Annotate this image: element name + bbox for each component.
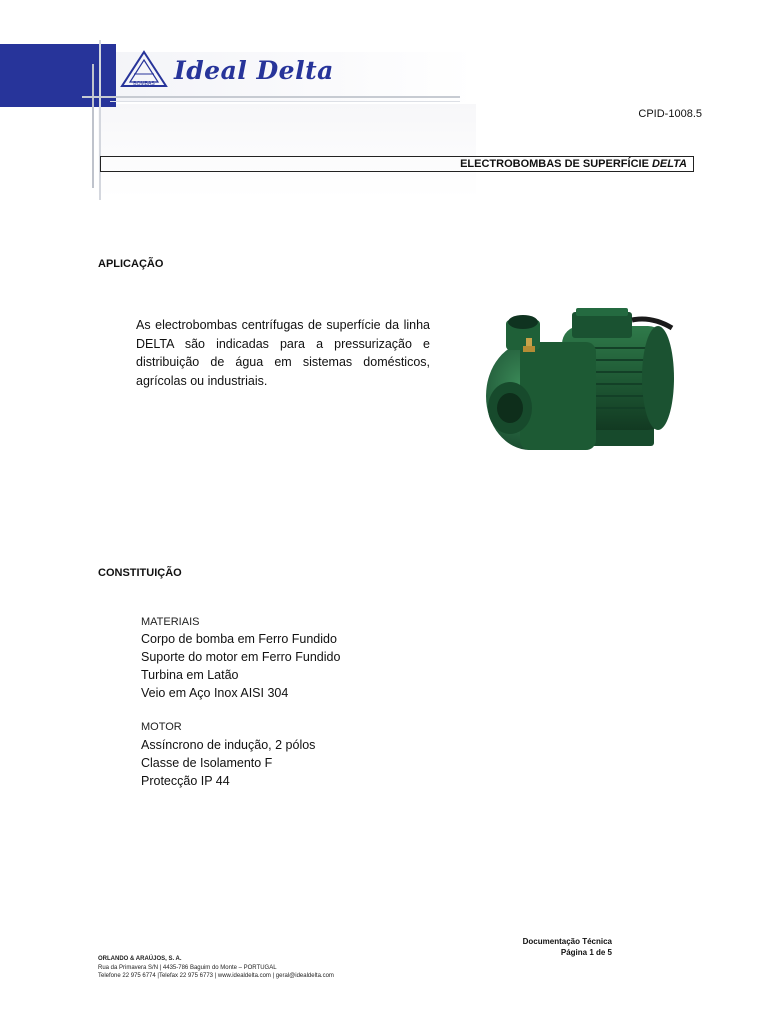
- footer-doc-info: [500, 936, 612, 958]
- header-horizontal-rule: [82, 96, 460, 98]
- header-horizontal-rule-2: [110, 101, 460, 102]
- footer-address: Rua da Primavera S/N | 4435-786 Baguim do Monte – PORTUGAL: [98, 964, 277, 971]
- header-lower-band: [98, 104, 476, 198]
- delta-triangle-logo-icon: [120, 50, 168, 90]
- list-item: Assíncrono de indução, 2 pólos: [141, 738, 316, 752]
- list-item: Suporte do motor em Ferro Fundido: [141, 650, 341, 664]
- section-heading-constituicao: CONSTITUIÇÃO: [98, 567, 182, 579]
- list-item: Corpo de bomba em Ferro Fundido: [141, 632, 337, 646]
- document-title-box: [100, 156, 694, 172]
- section-heading-aplicacao: APLICAÇÃO: [98, 258, 164, 270]
- footer-company-info: [98, 955, 334, 981]
- motor-list: [141, 736, 315, 790]
- pump-product-image: [476, 298, 682, 476]
- materiais-label: MATERIAIS: [141, 616, 200, 628]
- materiais-list: [141, 630, 340, 702]
- list-item: Turbina em Latão: [141, 668, 239, 682]
- brand-logo-text: Ideal Delta: [174, 56, 334, 85]
- list-item: Protecção IP 44: [141, 774, 230, 788]
- list-item: Veio em Aço Inox AISI 304: [141, 686, 289, 700]
- list-item: Classe de Isolamento F: [141, 756, 273, 770]
- document-title-emphasis: DELTA: [651, 158, 687, 170]
- header-vertical-rule: [92, 64, 94, 188]
- document-code: CPID-1008.5: [638, 108, 702, 120]
- document-title: [460, 158, 687, 170]
- document-title-prefix: ELECTROBOMBAS DE SUPERFÍCIE: [460, 158, 652, 170]
- footer-page-number: Página 1 de 5: [560, 948, 612, 957]
- footer-contacts: Telefone 22 975 6774 |Telefax 22 975 6773 | www.idealdelta.com | geral@idealdelta.com: [98, 973, 334, 979]
- footer-doc-type: Documentação Técnica: [522, 937, 612, 946]
- motor-label: MOTOR: [141, 721, 182, 733]
- header-vertical-rule-2: [99, 40, 101, 200]
- footer-company-name: ORLANDO & ARAÚJOS, S. A.: [98, 956, 182, 962]
- logo-mark-caption: BOMBAS: [133, 81, 155, 87]
- aplicacao-paragraph: As electrobombas centrífugas de superfície da linha DELTA são indicadas para a pressurização e distribuição de água em sistemas domésticos, agrícolas ou industriais.: [136, 318, 430, 388]
